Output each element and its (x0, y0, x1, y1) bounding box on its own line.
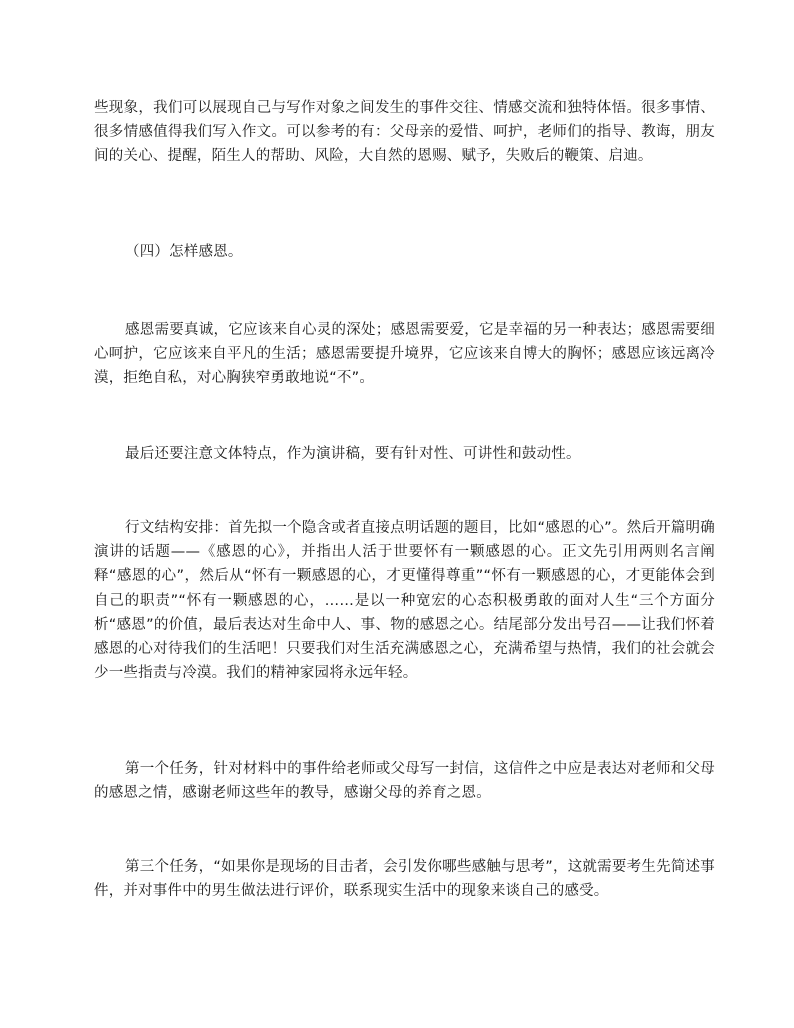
paragraph-third-task: 第三个任务，“如果你是现场的目击者，会引发你哪些感触与思考”，这就需要考生先简述事件，并对事件中的男生做法进行评价，联系现实生活中的现象来谈自己的感受。 (94, 859, 715, 900)
paragraph-style-note: 最后还要注意文体特点，作为演讲稿，要有针对性、可讲性和鼓动性。 (125, 446, 581, 462)
paragraph-first-task: 第一个任务，针对材料中的事件给老师或父母写一封信，这信件之中应是表达对老师和父母的感恩之情，感谢老师这些年的教导，感谢父母的养育之恩。 (94, 761, 715, 802)
paragraph-how-to-be-grateful: 感恩需要真诚，它应该来自心灵的深处；感恩需要爱，它是幸福的另一种表达；感恩需要细心呵护，它应该来自平凡的生活；感恩需要提升境界，它应该来自博大的胸怀；感恩应该远离冷漠，拒绝自私，对心胸狭窄勇敢地说“不”。 (94, 322, 715, 387)
paragraph-gratitude-objects: 些现象，我们可以展现自己与写作对象之间发生的事件交往、情感交流和独特体悟。很多事情、很多情感值得我们写入作文。可以参考的有：父母亲的爱惜、呵护，老师们的指导、教诲，朋友间的关心、提醒，陌生人的帮助、风险，大自然的恩赐、赋予，失败后的鞭策、启迪。 (94, 100, 715, 165)
paragraph-structure-arrangement: 行文结构安排：首先拟一个隐含或者直接点明话题的题目，比如“感恩的心”。然后开篇明确演讲的话题——《感恩的心》，并指出人活于世要怀有一颗感恩的心。正文先引用两则名言阐释“感恩的心”，然后从“怀有一颗感恩的心，才更懂得尊重”“怀有一颗感恩的心，才更能体会到自己的职责”“怀有一颗感恩的心，……是以一种宽宏的心态积极勇敢的面对人生“三个方面分析“感恩”的价值，最后表达对生命中人、事、物的感恩之心。结尾部分发出号召——让我们怀着感恩的心对待我们的生活吧！只要我们对生活充满感恩之心，充满希望与热情，我们的社会就会少一些指责与冷漠。我们的精神家园将永远年轻。 (94, 520, 715, 682)
section-heading-how-to-be-grateful: （四）怎样感恩。 (125, 244, 243, 260)
